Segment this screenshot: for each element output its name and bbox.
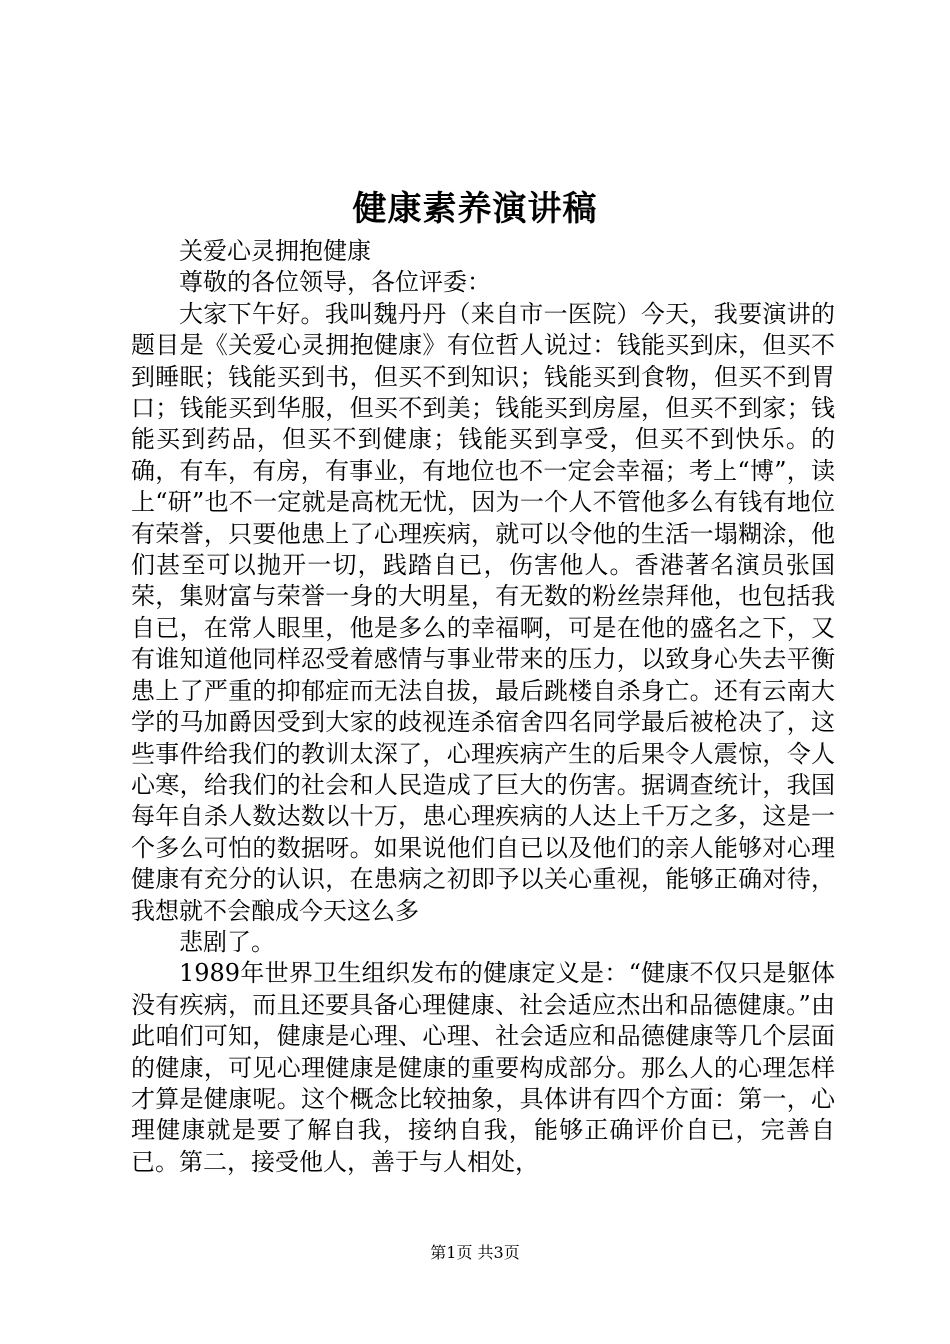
paragraph-intro: 大家下午好。我叫魏丹丹（来自市一医院）今天，我要演讲的题目是《关爱心灵拥抱健康》有位哲人说过：钱能买到床，但买不到睡眠；钱能买到书，但买不到知识；钱能买到食物，但买不到胃口；钱能买到华服，但买不到美；钱能买到房屋，但买不到家；钱能买到药品，但买不到健康；钱能买到享受，但买不到快乐。的确，有车，有房，有事业，有地位也不一定会幸福；考上“博”，读上“研”也不一定就是高枕无忧，因为一个人不管他多么有钱有地位有荣誉，只要他患上了心理疾病，就可以令他的生活一塌糊涂，他们甚至可以抛开一切，践踏自已，伤害他人。香港著名演员张国荣，集财富与荣誉一身的大明星，有无数的粉丝崇拜他，也包括我自已，在常人眼里，他是多么的幸福啊，可是在他的盛名之下，又有谁知道他同样忍受着感情与事业带来的压力，以致身心失去平衡患上了严重的抑郁症而无法自拔，最后跳楼自杀身亡。还有云南大学的马加爵因受到大家的歧视连杀宿舍四名同学最后被枪决了，这些事件给我们的教训太深了，心理疾病产生的后果令人震惊，令人心寒，给我们的社会和人民造成了巨大的伤害。据调查统计，我国每年自杀人数达数以十万，患心理疾病的人达上千万之多，这是一个多么可怕的数据呀。如果说他们自已以及他们的亲人能够对心理健康有充分的认识，在患病之初即予以关心重视，能够正确对待，我想就不会酿成今天这么多 [131,299,835,925]
document-title: 健康素养演讲稿 [352,189,598,229]
page-footer: 第1页 共3页 [430,1243,520,1262]
paragraph-who-definition: 1989年世界卫生组织发布的健康定义是：“健康不仅只是躯体没有疾病，而且还要具备心理健康、社会适应杰出和品德健康。”由此咱们可知，健康是心理、心理、社会适应和品德健康等几个层面的健康，可见心理健康是健康的重要构成部分。那么人的心理怎样才算是健康呢。这个概念比较抽象，具体讲有四个方面：第一，心理健康就是要了解自我，接纳自我，能够正确评价自已，完善自已。第二，接受他人，善于与人相处， [131,959,835,1176]
paragraph-tragedy: 悲剧了。 [179,927,275,956]
paragraph-salutation: 尊敬的各位领导，各位评委： [179,268,491,297]
paragraph-subtitle: 关爱心灵拥抱健康 [179,237,371,265]
document-body [131,236,835,1178]
